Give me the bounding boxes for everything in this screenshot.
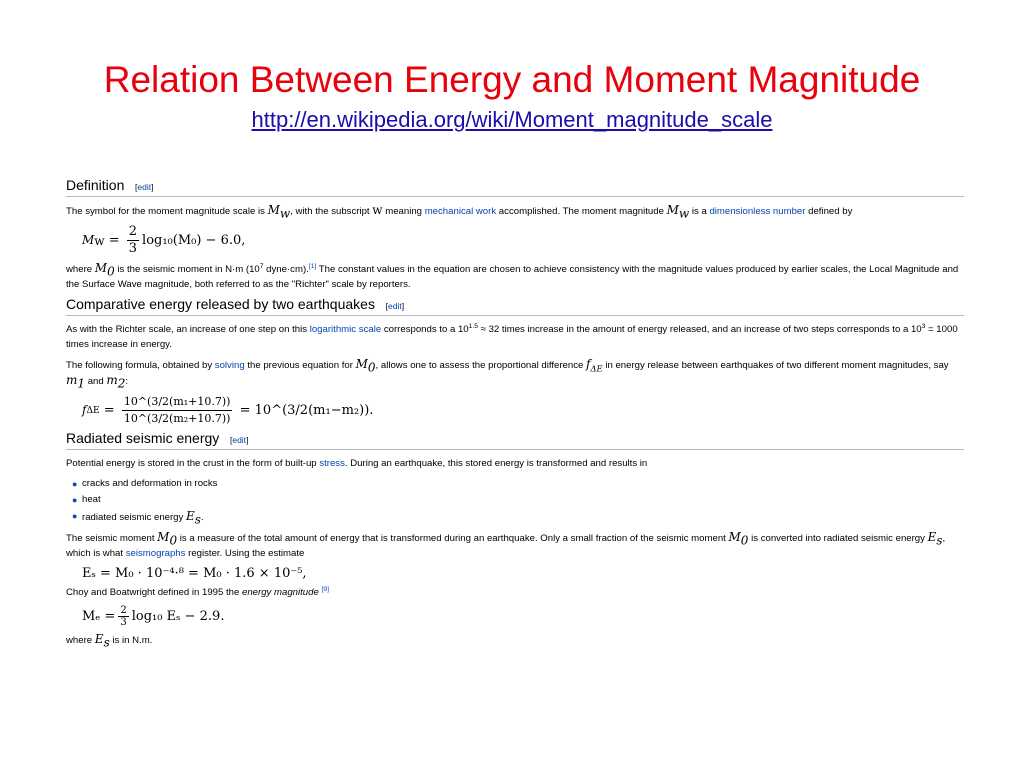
list-item: ● radiated seismic energy $E_s$. [72, 509, 204, 527]
list-item: ● cracks and deformation in rocks [82, 476, 964, 492]
equation-energy-ratio: f ΔE = $\frac{\text{10\textasciicircum{}(3/2(m₁+10.7))}}{\text{10\textasciicircum{}(3/2(m₂+10.7))}}$ = 10^(3/2(m₁−m₂)). [82, 395, 374, 425]
edit-link-definition[interactable]: [edit] [135, 182, 154, 192]
definition-paragraph-2: where $M_0$ is the seismic moment in N·m ($10^7$ dyne·cm).[1] The constant values in the equation are chosen to achieve consistency with the magnitude values produced by earlier scales, the Local Magnitude and the Surface Wave magnitude, both referred to as the "Richter" scale by reporters. [66, 261, 959, 290]
link-logarithmic-scale[interactable]: logarithmic scale [309, 324, 382, 335]
link-stress[interactable]: stress [319, 458, 345, 469]
equation-moment-magnitude: M w = $\frac{2}{3}$ log₁₀(M₀) − 6.0, [82, 224, 246, 256]
wikipedia-link[interactable]: http://en.wikipedia.org/wiki/Moment_magnitude_scale [251, 107, 773, 132]
radiated-paragraph-4: where $E_s$ is in N.m. [66, 632, 153, 650]
section-header-definition [66, 178, 964, 197]
equation-energy-magnitude: Mₑ = $\frac{2}{3}$ log₁₀ Eₛ − 2.9. [82, 605, 225, 628]
list-item: ● heat [82, 492, 964, 508]
comparative-paragraph-1: As with the Richter scale, an increase of one step on this logarithmic scale corresponds to a $10^{1.5} \approx 32$ times increase in the amount of energy released, and an increase of two steps corresponds to a $10^3 = 1000$ times increase in energy. [66, 322, 958, 350]
equation-seismic-energy: Eₛ = M₀ · 10⁻⁴·⁸ = M₀ · 1.6 × 10⁻⁵, [82, 566, 307, 581]
reference-9[interactable]: [9] [321, 585, 329, 593]
section-title-definition: Definition [66, 177, 125, 193]
section-title-radiated: Radiated seismic energy [66, 430, 220, 446]
link-dimensionless-number[interactable]: dimensionless number [709, 206, 806, 217]
section-header-comparative [66, 297, 964, 316]
edit-link-radiated[interactable]: [edit] [229, 435, 249, 445]
edit-link-comparative[interactable]: [edit] [385, 301, 405, 311]
energy-results-list [66, 476, 964, 526]
reference-1[interactable]: [1] [308, 262, 317, 270]
link-mechanical-work[interactable]: mechanical work [424, 206, 497, 217]
wikipedia-excerpt [66, 178, 964, 653]
bullet-icon: ● [72, 511, 78, 521]
radiated-paragraph-2: The seismic moment $M_0$ is a measure of the total amount of energy that is transformed during an earthquake. Only a small fraction of the seismic moment $M_0$ is converted into radiated seismic energy $E_s$, which is what seismographs register. Using the estimate [66, 530, 946, 559]
slide-title: Relation Between Energy and Moment Magnitude [103, 59, 921, 100]
section-title-comparative: Comparative energy released by two earthquakes [66, 296, 375, 312]
definition-paragraph-1: The symbol for the moment magnitude scale is $M_w$, with the subscript w meaning mechanical work accomplished. The moment magnitude $M_w$ is a dimensionless number defined by [66, 203, 853, 221]
comparative-paragraph-2: The following formula, obtained by solving the previous equation for $M_0$, allows one to assess the proportional difference $f_{\Delta E}$ in energy release between earthquakes of two different moment magnitudes, say $m_1$ and $m_2$: [66, 357, 949, 391]
bullet-icon: ● [72, 479, 78, 489]
link-seismographs[interactable]: seismographs [125, 548, 186, 559]
symbol-Mw: $M_w$ [267, 203, 291, 221]
link-solving[interactable]: solving [214, 360, 245, 371]
radiated-paragraph-1: Potential energy is stored in the crust in the form of built-up stress. During an earthquake, this stored energy is transformed and results in [66, 458, 648, 469]
section-header-radiated [66, 431, 964, 450]
bullet-icon: ● [72, 495, 78, 505]
radiated-paragraph-3: Choy and Boatwright defined in 1995 the energy magnitude [9] [66, 585, 329, 598]
